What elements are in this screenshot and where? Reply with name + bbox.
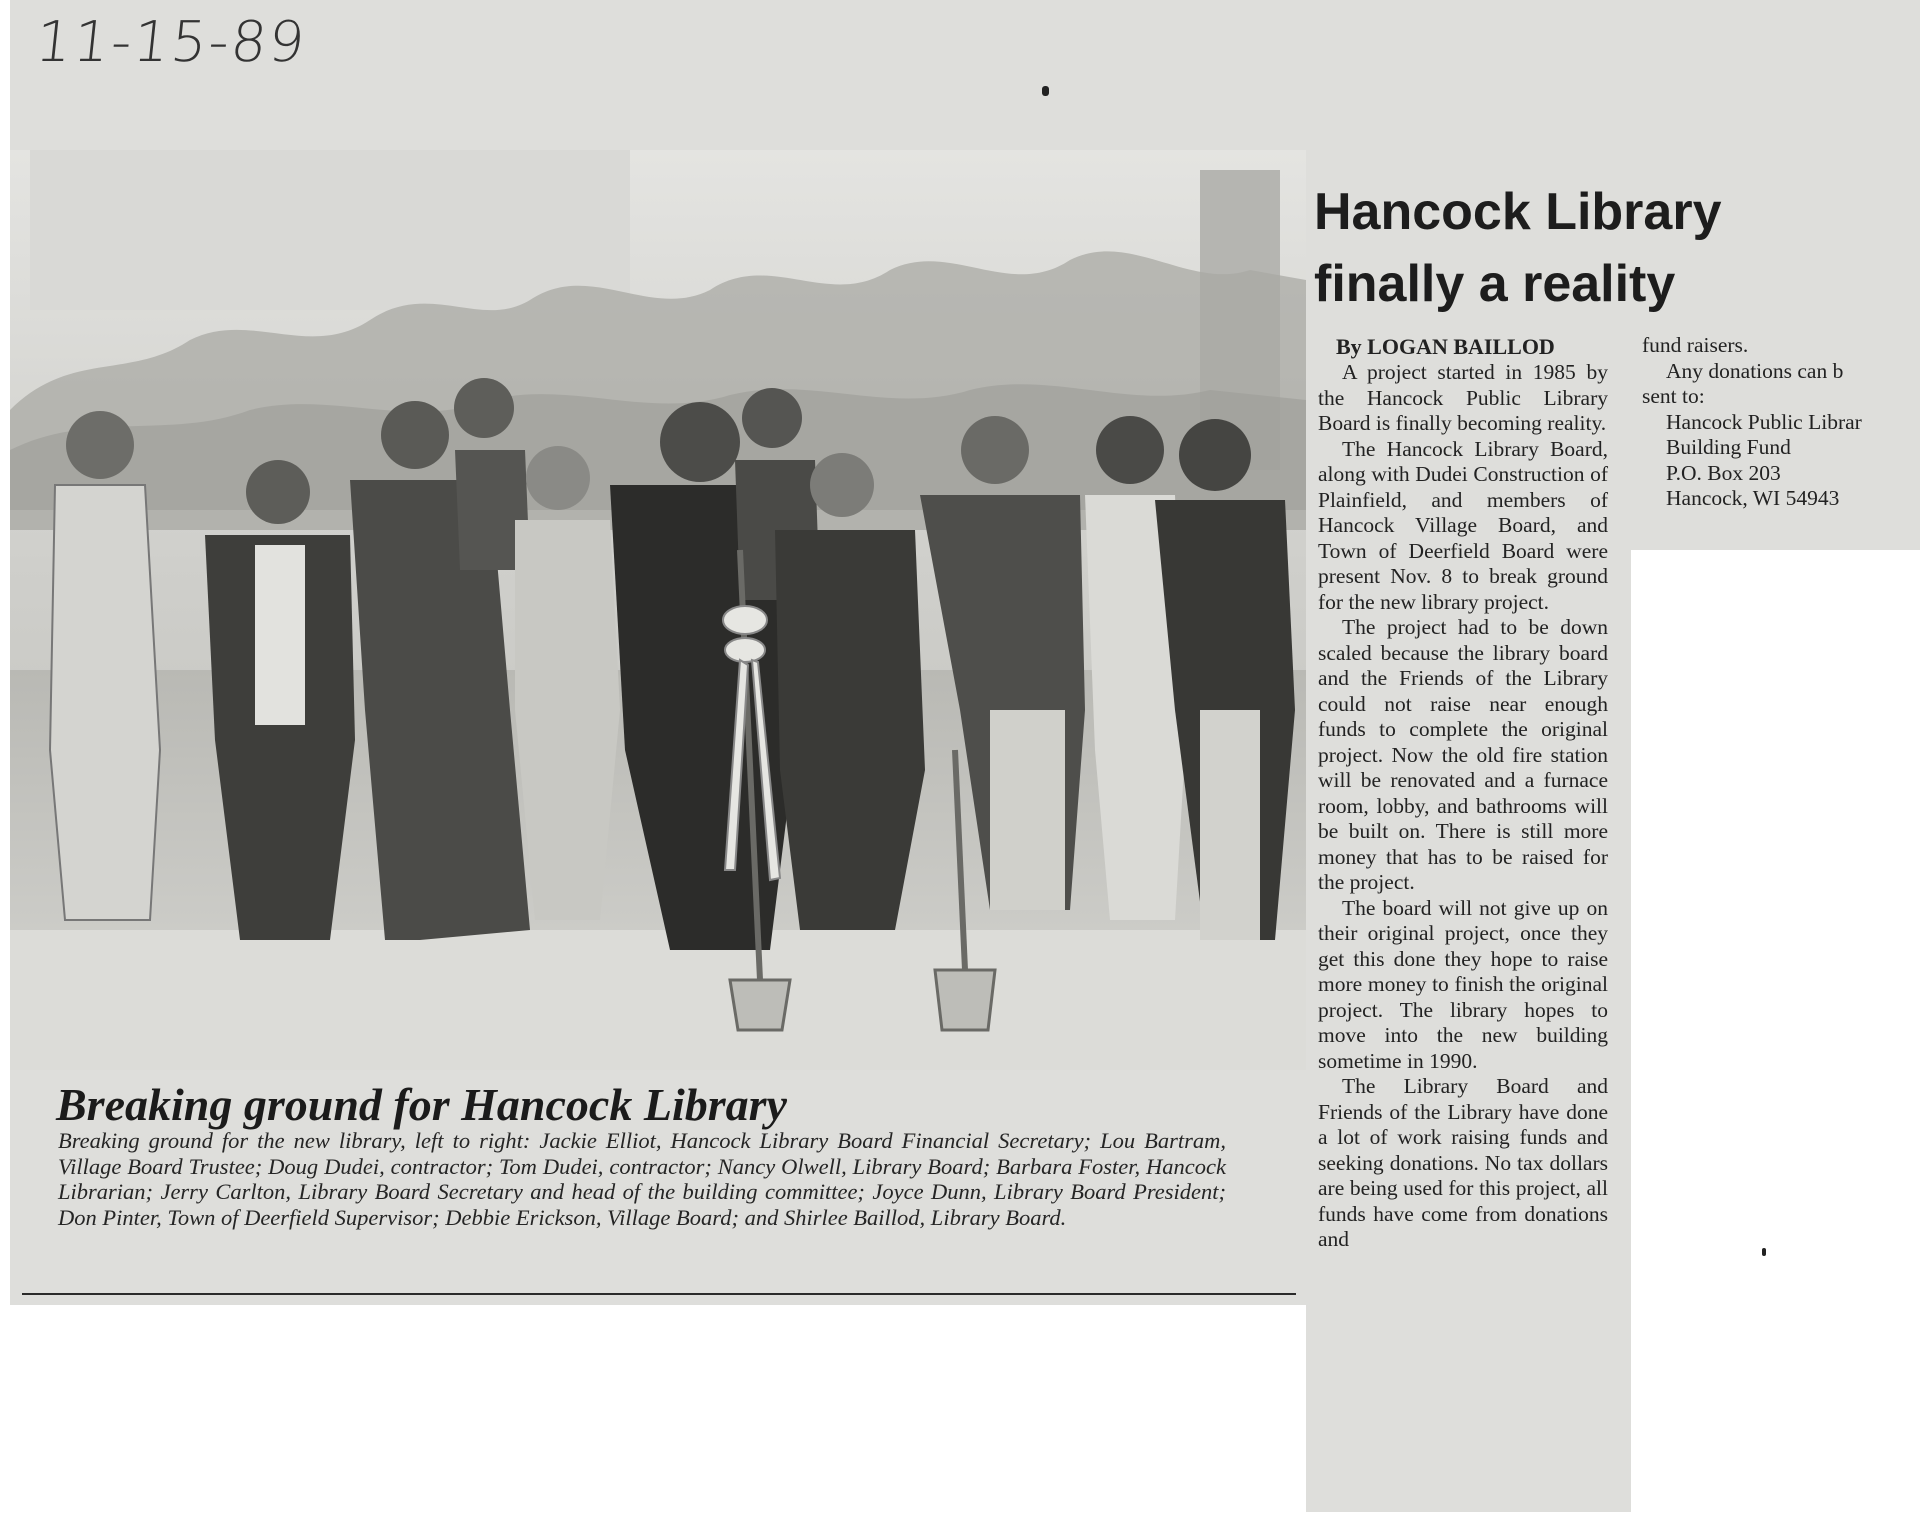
ink-speck bbox=[1762, 1248, 1766, 1256]
article-byline: By LOGAN BAILLOD bbox=[1336, 334, 1555, 359]
article-column-1 bbox=[1318, 360, 1608, 1253]
address-line: Hancock Public Librar bbox=[1666, 409, 1862, 434]
article-paragraph: A project started in 1985 by the Hancock Public Library Board is finally becoming reality. bbox=[1318, 360, 1608, 435]
article-paragraph: The Library Board and Friends of the Library have done a lot of work raising funds and seeking donations. No tax dollars are being used for this project, all funds have come from donations and bbox=[1318, 1074, 1608, 1251]
caption-rule bbox=[22, 1293, 1296, 1295]
photo-illustration bbox=[10, 150, 1306, 1070]
donations-line: Any donations can b bbox=[1666, 358, 1844, 383]
article-paragraph: The Hancock Library Board, along with Dudei Construction of Plainfield, and members of Hancock Village Board, and Town of Deerfield Board were present Nov. 8 to break ground for the new library project. bbox=[1318, 436, 1608, 614]
photo-caption-text: Breaking ground for the new library, left to right: Jackie Elliot, Hancock Library Board Financial Secretary; Lou Bartram, Village Board Trustee; Doug Dudei, contractor; Tom Dudei, contractor; Nancy Olwell, Library Board; Barbara Foster, Hancock Librarian; Jerry Carlton, Library Board Secretary and head of the building committee; Joyce Dunn, Library Board President; Don Pinter, Town of Deerfield Supervisor; Debbie Erickson, Village Board; and Shirlee Baillod, Library Board. bbox=[58, 1128, 1226, 1230]
article-paragraph: The project had to be down scaled because the library board and the Friends of the Library could not raise near enough funds to complete the original project. Now the old fire station will be renovated and a furnace room, lobby, and bathrooms will be built on. There is still more money that has to be raised for the project. bbox=[1318, 615, 1608, 894]
donations-line: sent to: bbox=[1642, 384, 1705, 408]
article-column-2 bbox=[1642, 333, 1920, 512]
address-line: Building Fund bbox=[1666, 435, 1791, 459]
address-line: P.O. Box 203 bbox=[1666, 460, 1781, 485]
address-line: Hancock, WI 54943 bbox=[1666, 486, 1840, 510]
article-headline: Hancock Library finally a reality bbox=[1314, 183, 1722, 313]
handwritten-date: 11-15-89 bbox=[32, 10, 310, 75]
article-continued-text: fund raisers. bbox=[1642, 333, 1749, 357]
cut-edge bbox=[1631, 550, 1920, 1534]
article-paragraph: The board will not give up on their original project, once they get this done they hope to raise more money to finish the original project. The library hopes to move into the new building sometime in 1990. bbox=[1318, 895, 1608, 1073]
photo-caption-title: Breaking ground for Hancock Library bbox=[56, 1079, 787, 1130]
groundbreaking-photo bbox=[10, 150, 1306, 1070]
ink-speck bbox=[1042, 86, 1049, 96]
